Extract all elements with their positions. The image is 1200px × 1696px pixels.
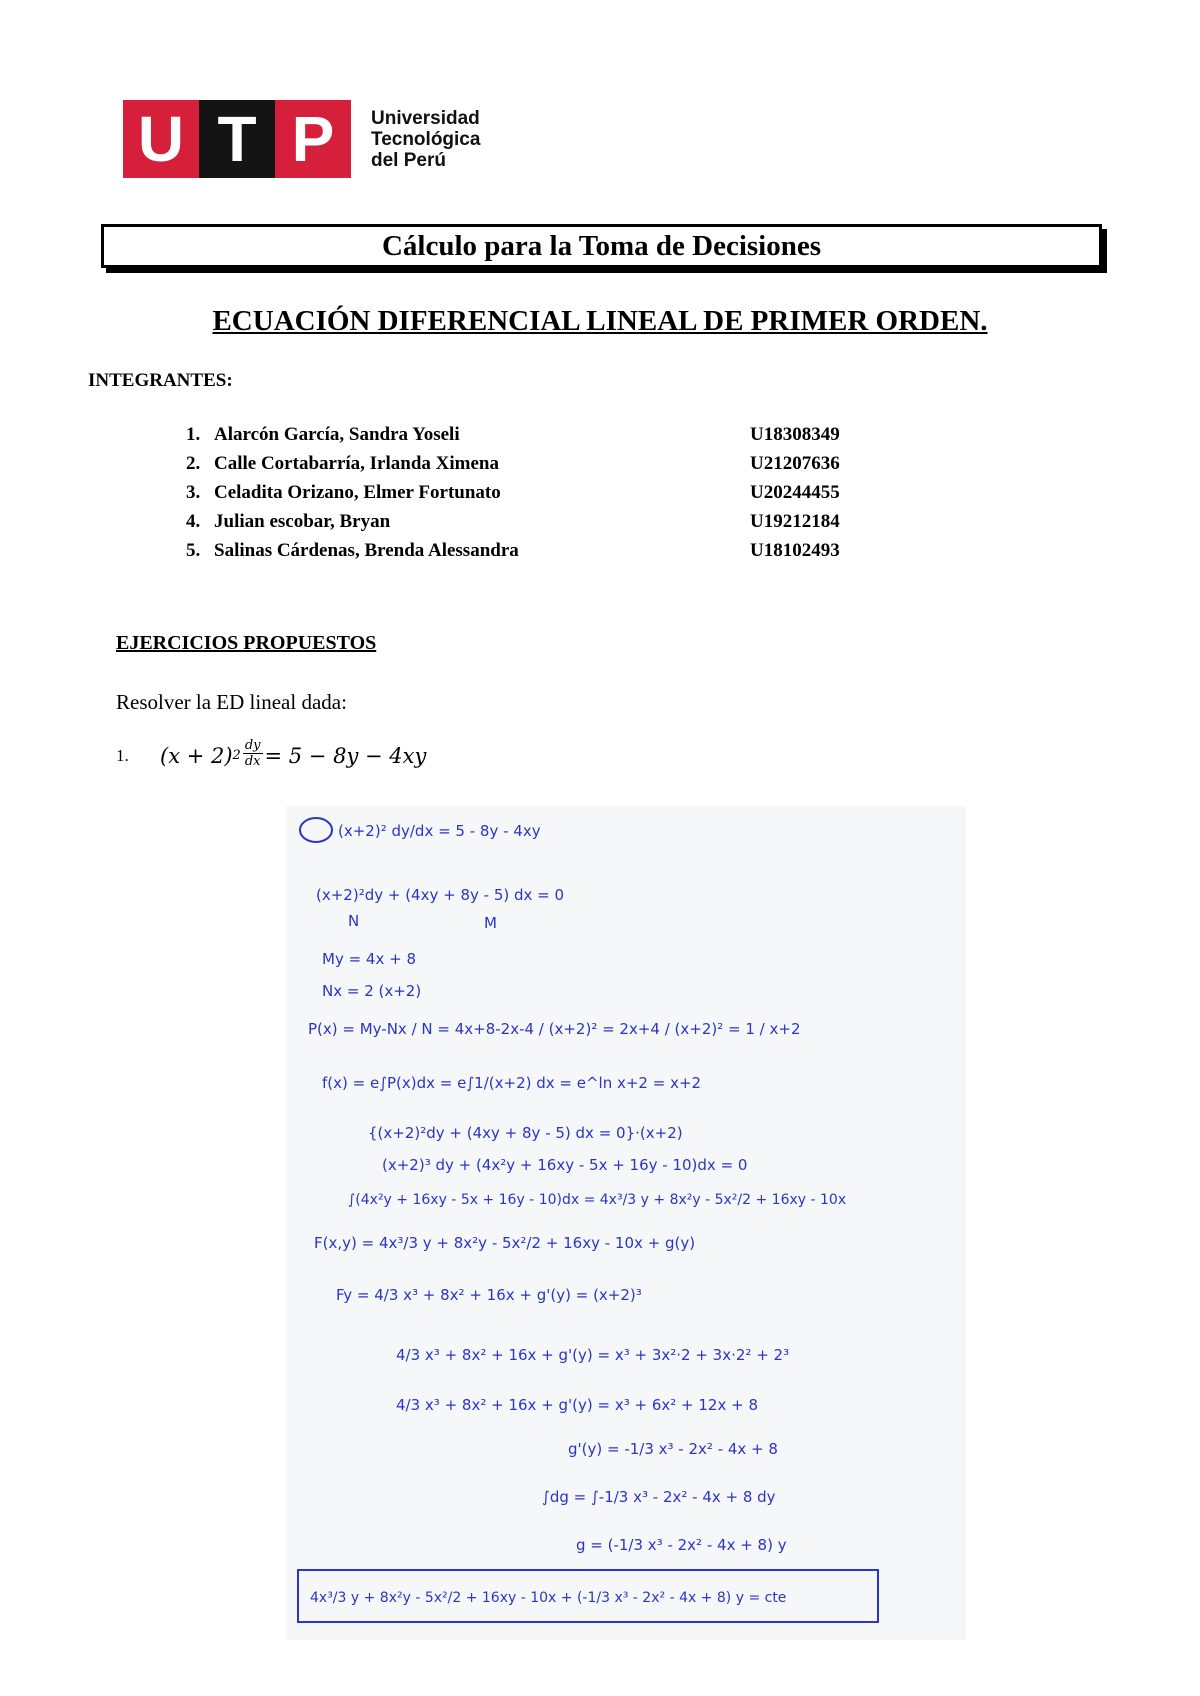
hw-line-10: F(x,y) = 4x³/3 y + 8x²y - 5x²/2 + 16xy - 10x + g(y) bbox=[314, 1234, 696, 1252]
hw-line-12: 4/3 x³ + 8x² + 16x + g'(y) = x³ + 3x²·2 + 3x·2² + 2³ bbox=[396, 1346, 790, 1364]
member-name: Calle Cortabarría, Irlanda Ximena bbox=[214, 452, 499, 474]
member-row bbox=[186, 507, 856, 536]
hw-line-13: 4/3 x³ + 8x² + 16x + g'(y) = x³ + 6x² + 12x + 8 bbox=[396, 1396, 758, 1414]
exercise-1 bbox=[116, 740, 426, 771]
hw-line-15: ∫dg = ∫-1/3 x³ - 2x² - 4x + 8 dy bbox=[542, 1488, 776, 1506]
course-title: Cálculo para la Toma de Decisiones bbox=[101, 224, 1102, 268]
equation-fraction bbox=[243, 738, 263, 769]
exercise-equation bbox=[160, 740, 426, 771]
member-number: 1. bbox=[186, 423, 201, 445]
integrantes-label: INTEGRANTES: bbox=[88, 370, 233, 391]
hw-line-3: My = 4x + 8 bbox=[322, 950, 416, 968]
logo-university-name bbox=[371, 108, 480, 171]
hw-line-6: f(x) = e∫P(x)dx = e∫1/(x+2) dx = e^ln x+2 = x+2 bbox=[322, 1074, 702, 1092]
member-name: Julian escobar, Bryan bbox=[214, 510, 391, 532]
member-code: U18102493 bbox=[750, 539, 840, 561]
member-row bbox=[186, 478, 856, 507]
instruction-text: Resolver la ED lineal dada: bbox=[116, 690, 347, 714]
hw-label-n: N bbox=[348, 912, 360, 930]
logo-letter-t: T bbox=[199, 100, 275, 178]
fraction-denominator: dx bbox=[244, 754, 261, 769]
member-name: Salinas Cárdenas, Brenda Alessandra bbox=[214, 539, 519, 561]
hw-line-4: Nx = 2 (x+2) bbox=[322, 982, 422, 1000]
logo-letter-u: U bbox=[123, 100, 199, 178]
member-row bbox=[186, 536, 856, 565]
hw-line-5: P(x) = My-Nx / N = 4x+8-2x-4 / (x+2)² = 2x+4 / (x+2)² = 1 / x+2 bbox=[308, 1020, 801, 1038]
member-name: Alarcón García, Sandra Yoseli bbox=[214, 423, 460, 445]
hw-line-16: g = (-1/3 x³ - 2x² - 4x + 8) y bbox=[576, 1536, 787, 1554]
hw-line-14: g'(y) = -1/3 x³ - 2x² - 4x + 8 bbox=[568, 1440, 778, 1458]
member-number: 3. bbox=[186, 481, 201, 503]
member-number: 2. bbox=[186, 452, 201, 474]
equation-exponent: 2 bbox=[232, 748, 241, 763]
hw-line-11: Fy = 4/3 x³ + 8x² + 16x + g'(y) = (x+2)³ bbox=[336, 1286, 642, 1304]
fraction-numerator: dy bbox=[244, 738, 261, 753]
member-number: 5. bbox=[186, 539, 201, 561]
logo-name-line-3: del Perú bbox=[371, 149, 446, 171]
exercises-title: EJERCICIOS PROPUESTOS bbox=[116, 632, 377, 654]
member-code: U18308349 bbox=[750, 423, 840, 445]
utp-logo bbox=[123, 100, 480, 178]
logo-name-line-1: Universidad bbox=[371, 107, 480, 129]
hw-line-9: ∫(4x²y + 16xy - 5x + 16y - 10)dx = 4x³/3 y + 8x²y - 5x²/2 + 16xy - 10x bbox=[348, 1192, 847, 1208]
member-code: U20244455 bbox=[750, 481, 840, 503]
equation-lhs: (x + 2) bbox=[160, 743, 233, 768]
hw-line-8: (x+2)³ dy + (4x²y + 16xy - 5x + 16y - 10)dx = 0 bbox=[382, 1156, 748, 1174]
member-name: Celadita Orizano, Elmer Fortunato bbox=[214, 481, 501, 503]
logo-name-line-2: Tecnológica bbox=[371, 128, 481, 150]
hw-line-2: (x+2)²dy + (4xy + 8y - 5) dx = 0 bbox=[316, 886, 565, 904]
member-number: 4. bbox=[186, 510, 201, 532]
member-row bbox=[186, 420, 856, 449]
equation-rhs: = 5 − 8y − 4xy bbox=[264, 743, 427, 768]
handwritten-solution bbox=[286, 806, 966, 1640]
hw-label-m: M bbox=[484, 914, 497, 932]
document-heading: ECUACIÓN DIFERENCIAL LINEAL DE PRIMER ORDEN. bbox=[212, 305, 988, 337]
member-code: U19212184 bbox=[750, 510, 840, 532]
exercise-number: 1. bbox=[116, 745, 129, 765]
members-list bbox=[186, 420, 856, 565]
member-row bbox=[186, 449, 856, 478]
logo-letter-p: P bbox=[275, 100, 351, 178]
hw-line-1: (x+2)² dy/dx = 5 - 8y - 4xy bbox=[338, 822, 541, 840]
hw-line-7: {(x+2)²dy + (4xy + 8y - 5) dx = 0}·(x+2) bbox=[368, 1124, 683, 1142]
member-code: U21207636 bbox=[750, 452, 840, 474]
hw-line-17: 4x³/3 y + 8x²y - 5x²/2 + 16xy - 10x + (-1/3 x³ - 2x² - 4x + 8) y = cte bbox=[310, 1590, 787, 1606]
circled-number-icon bbox=[300, 818, 332, 842]
